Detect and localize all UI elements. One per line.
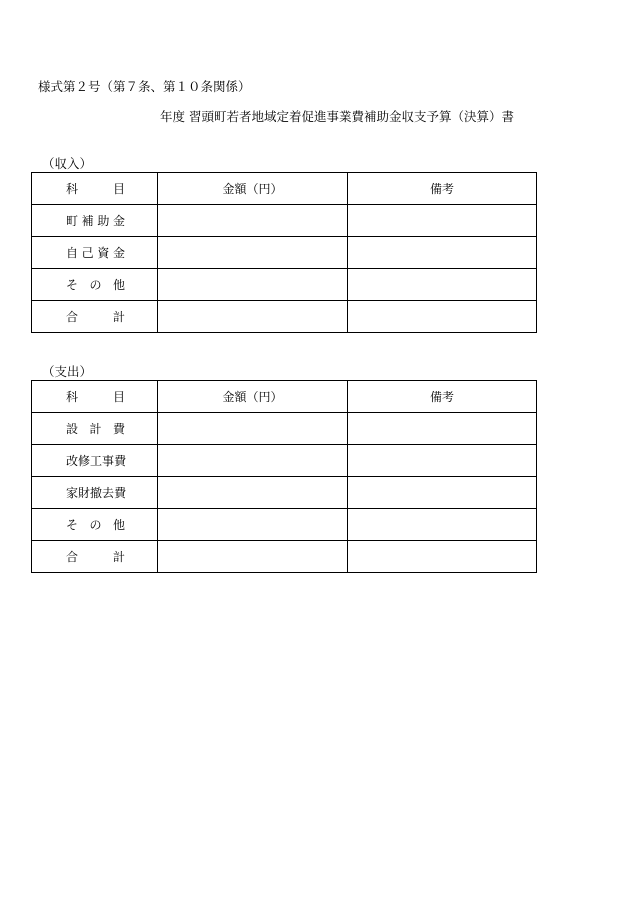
remarks-column-header: 備考: [348, 381, 537, 413]
expense-header-row: [32, 381, 537, 413]
label-char: 家: [66, 486, 79, 500]
label-char: 計: [112, 310, 125, 324]
label-char: 他: [112, 278, 125, 292]
label-char: そ: [66, 518, 79, 532]
item-cell: [32, 269, 158, 301]
label-char: 工: [90, 454, 103, 468]
label-char: 事: [102, 454, 115, 468]
table-row: [32, 413, 537, 445]
item-cell: [32, 509, 158, 541]
amount-cell[interactable]: [158, 445, 348, 477]
label-char: 費: [114, 486, 127, 500]
expense-table: [31, 380, 537, 573]
label-char: 他: [112, 518, 125, 532]
label-char: 計: [112, 550, 125, 564]
amount-cell[interactable]: [158, 237, 348, 269]
remarks-cell[interactable]: [348, 237, 537, 269]
label-char: 合: [66, 550, 79, 564]
label-char: 修: [78, 454, 91, 468]
remarks-cell[interactable]: [348, 477, 537, 509]
label-char: 撤: [90, 486, 103, 500]
remarks-cell[interactable]: [348, 509, 537, 541]
item-cell: [32, 541, 158, 573]
label-char: 補: [81, 214, 94, 228]
remarks-column-header: 備考: [348, 173, 537, 205]
item-cell: [32, 445, 158, 477]
label-char: 合: [66, 310, 79, 324]
label-char: 助: [97, 214, 110, 228]
remarks-cell[interactable]: [348, 541, 537, 573]
label-char: 科: [66, 390, 79, 404]
table-row: [32, 237, 537, 269]
remarks-cell[interactable]: [348, 205, 537, 237]
label-char: 費: [114, 454, 127, 468]
expense-section-label: （支出）: [42, 364, 93, 379]
label-char: 己: [81, 246, 94, 260]
table-row: [32, 445, 537, 477]
table-row: [32, 509, 537, 541]
remarks-cell[interactable]: [348, 445, 537, 477]
item-cell: [32, 205, 158, 237]
amount-column-header: 金額（円）: [158, 381, 348, 413]
label-char: 費: [112, 422, 125, 436]
amount-cell[interactable]: [158, 301, 348, 333]
document-title: 年度 習頭町若者地域定着促進事業費補助金収支予算（決算）書: [160, 109, 514, 124]
table-row: [32, 477, 537, 509]
remarks-cell[interactable]: [348, 269, 537, 301]
label-char: 金: [112, 246, 125, 260]
item-column-header: [32, 173, 158, 205]
amount-cell[interactable]: [158, 541, 348, 573]
item-cell: [32, 413, 158, 445]
label-char: 目: [112, 182, 125, 196]
amount-cell[interactable]: [158, 509, 348, 541]
table-row: [32, 205, 537, 237]
amount-cell[interactable]: [158, 413, 348, 445]
income-table: [31, 172, 537, 333]
label-char: 設: [66, 422, 79, 436]
label-char: 改: [66, 454, 79, 468]
item-cell: [32, 301, 158, 333]
label-char: 町: [66, 214, 79, 228]
label-char: 科: [66, 182, 79, 196]
item-cell: [32, 237, 158, 269]
remarks-cell[interactable]: [348, 301, 537, 333]
label-char: 去: [102, 486, 115, 500]
label-char: 資: [97, 246, 110, 260]
amount-cell[interactable]: [158, 269, 348, 301]
label-char: の: [89, 518, 102, 532]
amount-cell[interactable]: [158, 477, 348, 509]
table-row: [32, 269, 537, 301]
label-char: 金: [112, 214, 125, 228]
item-cell: [32, 477, 158, 509]
label-char: の: [89, 278, 102, 292]
label-char: 自: [66, 246, 79, 260]
amount-column-header: 金額（円）: [158, 173, 348, 205]
income-section-label: （収入）: [42, 156, 93, 171]
label-char: そ: [66, 278, 79, 292]
item-column-header: [32, 381, 158, 413]
amount-cell[interactable]: [158, 205, 348, 237]
remarks-cell[interactable]: [348, 413, 537, 445]
form-number: 様式第２号（第７条、第１０条関係）: [38, 79, 251, 94]
label-char: 財: [78, 486, 91, 500]
label-char: 目: [112, 390, 125, 404]
income-header-row: [32, 173, 537, 205]
total-row: [32, 541, 537, 573]
total-row: [32, 301, 537, 333]
label-char: 計: [89, 422, 102, 436]
